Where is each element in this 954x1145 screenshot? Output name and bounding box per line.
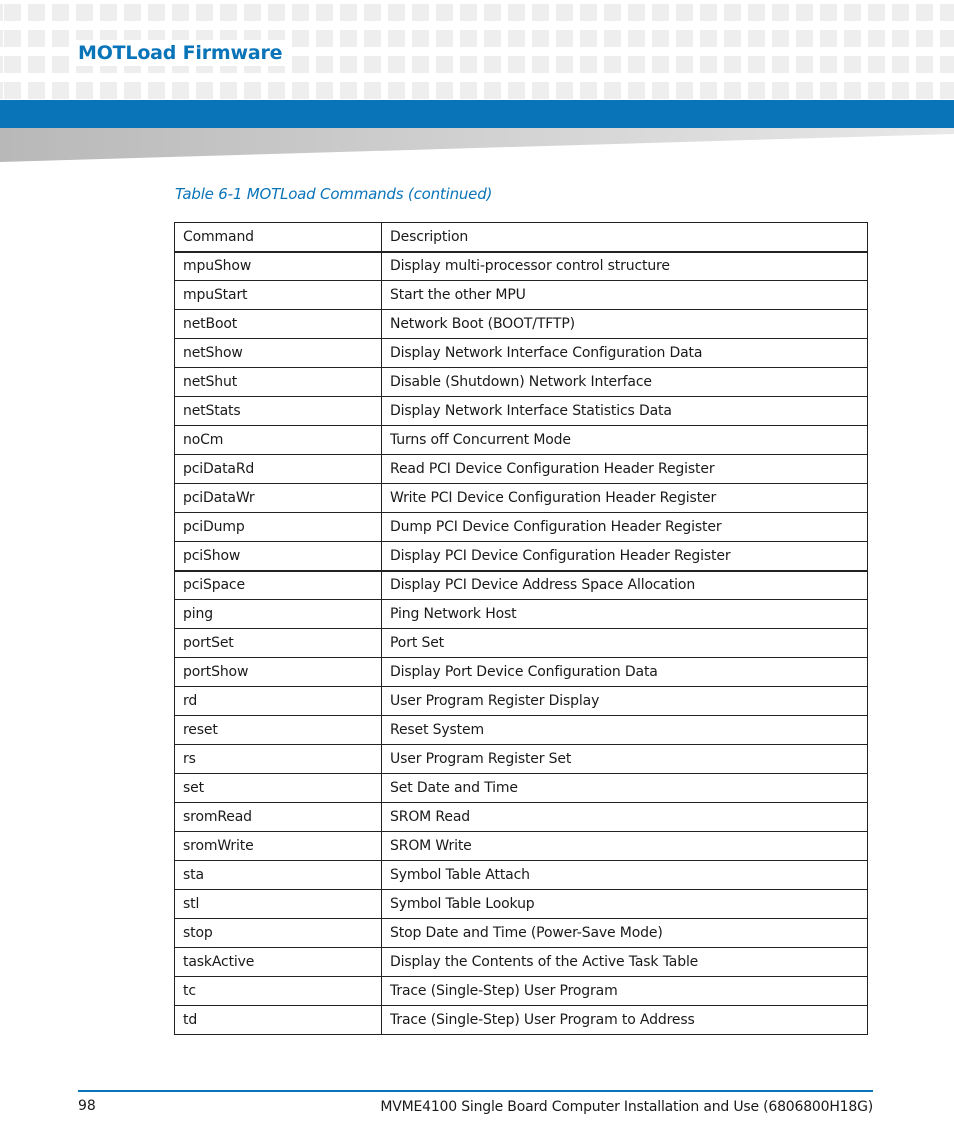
table-row bbox=[175, 397, 868, 426]
command-cell: taskActive bbox=[175, 948, 382, 977]
table-row bbox=[175, 571, 868, 600]
description-cell: Display the Contents of the Active Task Table bbox=[382, 948, 868, 977]
table-header-row bbox=[175, 223, 868, 252]
description-cell: Trace (Single-Step) User Program bbox=[382, 977, 868, 1006]
description-cell: Display Network Interface Configuration Data bbox=[382, 339, 868, 368]
table-caption: Table 6-1 MOTLoad Commands (continued) bbox=[175, 185, 493, 203]
command-cell: portShow bbox=[175, 658, 382, 687]
table-row bbox=[175, 368, 868, 397]
description-cell: Disable (Shutdown) Network Interface bbox=[382, 368, 868, 397]
command-cell: pciDump bbox=[175, 513, 382, 542]
command-cell: pciDataWr bbox=[175, 484, 382, 513]
description-cell: SROM Read bbox=[382, 803, 868, 832]
table-row bbox=[175, 600, 868, 629]
command-cell: mpuShow bbox=[175, 252, 382, 281]
table-row bbox=[175, 658, 868, 687]
description-cell: Start the other MPU bbox=[382, 281, 868, 310]
footer-rule bbox=[78, 1090, 873, 1092]
description-cell: Network Boot (BOOT/TFTP) bbox=[382, 310, 868, 339]
table-row bbox=[175, 716, 868, 745]
description-cell: Stop Date and Time (Power-Save Mode) bbox=[382, 919, 868, 948]
table-row bbox=[175, 861, 868, 890]
table-row bbox=[175, 1006, 868, 1035]
command-cell: pciDataRd bbox=[175, 455, 382, 484]
description-cell: User Program Register Display bbox=[382, 687, 868, 716]
description-cell: Display multi-processor control structure bbox=[382, 252, 868, 281]
table-row bbox=[175, 339, 868, 368]
header-grey-wedge bbox=[0, 128, 954, 164]
table-row bbox=[175, 774, 868, 803]
page-number: 98 bbox=[78, 1098, 96, 1114]
table-row bbox=[175, 484, 868, 513]
description-cell: Read PCI Device Configuration Header Register bbox=[382, 455, 868, 484]
description-cell: Trace (Single-Step) User Program to Address bbox=[382, 1006, 868, 1035]
table-row bbox=[175, 310, 868, 339]
command-cell: td bbox=[175, 1006, 382, 1035]
table-row bbox=[175, 629, 868, 658]
document-title: MVME4100 Single Board Computer Installation and Use (6806800H18G) bbox=[380, 1099, 873, 1115]
description-cell: Ping Network Host bbox=[382, 600, 868, 629]
description-cell: Symbol Table Attach bbox=[382, 861, 868, 890]
command-cell: set bbox=[175, 774, 382, 803]
table-row bbox=[175, 919, 868, 948]
section-title: MOTLoad Firmware bbox=[74, 40, 286, 66]
command-cell: mpuStart bbox=[175, 281, 382, 310]
table-body bbox=[175, 252, 868, 1035]
command-cell: pciSpace bbox=[175, 571, 382, 600]
table-row bbox=[175, 426, 868, 455]
command-cell: sta bbox=[175, 861, 382, 890]
table-row bbox=[175, 890, 868, 919]
command-cell: sromRead bbox=[175, 803, 382, 832]
table-row bbox=[175, 948, 868, 977]
description-cell: SROM Write bbox=[382, 832, 868, 861]
table-row bbox=[175, 745, 868, 774]
description-cell: Symbol Table Lookup bbox=[382, 890, 868, 919]
description-cell: Display Network Interface Statistics Data bbox=[382, 397, 868, 426]
command-cell: pciShow bbox=[175, 542, 382, 571]
table-row bbox=[175, 513, 868, 542]
table-row bbox=[175, 281, 868, 310]
table-row bbox=[175, 977, 868, 1006]
table-row bbox=[175, 803, 868, 832]
description-cell: Write PCI Device Configuration Header Register bbox=[382, 484, 868, 513]
command-cell: ping bbox=[175, 600, 382, 629]
description-cell: Reset System bbox=[382, 716, 868, 745]
command-cell: netShut bbox=[175, 368, 382, 397]
table-row bbox=[175, 832, 868, 861]
command-cell: netBoot bbox=[175, 310, 382, 339]
description-cell: Display PCI Device Configuration Header Register bbox=[382, 542, 868, 571]
header-blue-bar bbox=[0, 100, 954, 128]
command-cell: tc bbox=[175, 977, 382, 1006]
command-cell: netShow bbox=[175, 339, 382, 368]
command-cell: stop bbox=[175, 919, 382, 948]
description-cell: Display Port Device Configuration Data bbox=[382, 658, 868, 687]
command-cell: stl bbox=[175, 890, 382, 919]
description-cell: Turns off Concurrent Mode bbox=[382, 426, 868, 455]
table-row bbox=[175, 455, 868, 484]
command-cell: portSet bbox=[175, 629, 382, 658]
command-cell: sromWrite bbox=[175, 832, 382, 861]
column-header-description: Description bbox=[382, 223, 868, 252]
description-cell: Dump PCI Device Configuration Header Register bbox=[382, 513, 868, 542]
description-cell: Set Date and Time bbox=[382, 774, 868, 803]
column-header-command: Command bbox=[175, 223, 382, 252]
command-cell: noCm bbox=[175, 426, 382, 455]
commands-table bbox=[174, 222, 868, 1035]
description-cell: User Program Register Set bbox=[382, 745, 868, 774]
command-cell: netStats bbox=[175, 397, 382, 426]
description-cell: Display PCI Device Address Space Allocation bbox=[382, 571, 868, 600]
description-cell: Port Set bbox=[382, 629, 868, 658]
command-cell: rd bbox=[175, 687, 382, 716]
table-row bbox=[175, 542, 868, 571]
table-row bbox=[175, 687, 868, 716]
table-row bbox=[175, 252, 868, 281]
command-cell: reset bbox=[175, 716, 382, 745]
command-cell: rs bbox=[175, 745, 382, 774]
